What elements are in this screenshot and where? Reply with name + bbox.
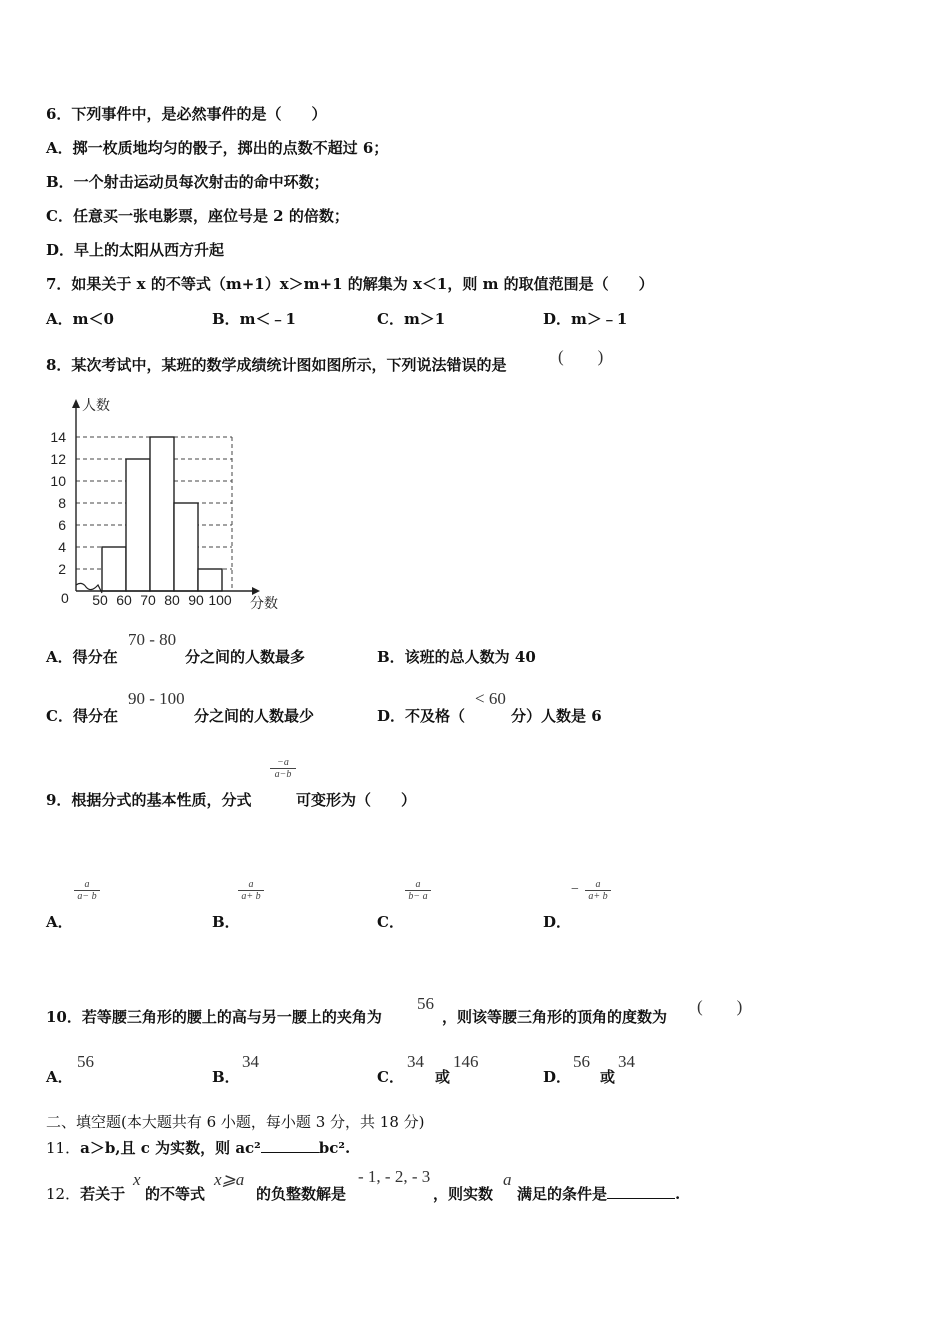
q8-c-math: 90 - 100 (128, 689, 185, 708)
q7-option-c: C．m＞1 (377, 310, 446, 328)
q9-a-num: a (74, 879, 100, 891)
q10-stem-pre: 10．若等腰三角形的腰上的高与另一腰上的夹角为 (46, 1008, 382, 1026)
q10-d-math2: 34 (618, 1052, 635, 1071)
q9-stem-pre: 9．根据分式的基本性质，分式 (46, 791, 252, 809)
q10-option-c-label: C． (377, 1068, 404, 1086)
bar-50-60 (102, 547, 126, 591)
q12-answer-blank[interactable] (607, 1198, 675, 1199)
y-tick-8: 8 (58, 495, 66, 511)
q8-option-d (377, 705, 465, 726)
bar-90-100 (198, 569, 222, 591)
q10-a-math: 56 (77, 1052, 94, 1071)
q7-stem: 7．如果关于 x 的不等式（m+1）x＞m+1 的解集为 x＜1，则 m 的取值范围是（ ） (46, 275, 654, 293)
y-tick-6: 6 (58, 517, 66, 533)
q9-stem-frac-num: −a (270, 757, 296, 769)
q11-answer-blank[interactable] (261, 1152, 319, 1153)
q7-option-d: D．m＞﹣1 (543, 310, 628, 328)
q6-option-b: B．一个射击运动员每次射击的命中环数； (46, 173, 329, 191)
q9-option-a-label: A． (46, 913, 73, 931)
q12-line (46, 1183, 125, 1204)
q9-option-b-fraction (238, 879, 264, 902)
q10-stem-math: 56 (417, 994, 434, 1013)
x-tick-50: 50 (92, 592, 108, 608)
y-tick-2: 2 (58, 561, 66, 577)
q12-tail (517, 1183, 680, 1204)
q12-math-a: a (503, 1170, 512, 1189)
q6-stem: 6．下列事件中，是必然事件的是（ ） (46, 105, 327, 123)
q12-t4: ，则实数 (433, 1185, 494, 1203)
bar-60-70 (126, 459, 150, 591)
q9-d-sign: − (571, 882, 579, 897)
q8-stem: 8．某次考试中，某班的数学成绩统计图如图所示，下列说法错误的是 (46, 356, 507, 374)
q6-option-d: D．早上的太阳从西方升起 (46, 241, 225, 259)
q10-stem-post: ，则该等腰三角形的顶角的度数为 (442, 1008, 668, 1026)
q7-option-a: A．m＜0 (46, 310, 114, 328)
q8-paren: ( ) (558, 347, 604, 366)
q12-math-ineq: x⩾a (214, 1170, 245, 1189)
y-axis-arrow (72, 399, 80, 408)
q10-c-math1: 34 (407, 1052, 424, 1071)
q8-c-post: 分之间的人数最少 (194, 707, 315, 725)
x-tick-70: 70 (140, 592, 156, 608)
q8-d-math: < 60 (475, 689, 506, 708)
q9-option-c-label: C． (377, 913, 404, 931)
q12-t3: 的负整数解是 (256, 1185, 347, 1203)
q9-option-c-fraction (405, 879, 431, 902)
q12-t2: 的不等式 (145, 1185, 206, 1203)
q10-paren: ( ) (697, 997, 743, 1016)
q9-c-num: a (405, 879, 431, 891)
q9-stem-post: 可变形为（ ） (296, 791, 417, 809)
q11-post: bc². (318, 1139, 351, 1157)
x-tick-60: 60 (116, 592, 132, 608)
chart-xlabel: 分数 (250, 595, 278, 611)
q11-pre: a＞b,且 c 为实数，则 ac² (80, 1139, 261, 1157)
q9-b-num: a (238, 879, 264, 891)
q8-d-post: 分）人数是 6 (511, 707, 602, 725)
q8-c-pre: C．得分在 (46, 707, 118, 725)
x-tick-100: 100 (208, 592, 232, 608)
bar-80-90 (174, 503, 198, 591)
x-tick-80: 80 (164, 592, 180, 608)
q9-option-a-fraction (74, 879, 100, 902)
q6-option-c: C．任意买一张电影票，座位号是 2 的倍数； (46, 207, 349, 225)
chart-ylabel: 人数 (82, 397, 110, 413)
q9-a-den: a− b (77, 891, 97, 902)
q12-t1: 若关于 (80, 1185, 126, 1203)
x-axis-arrow (252, 587, 260, 595)
q10-c-or: 或 (435, 1068, 451, 1086)
q8-option-a (46, 646, 118, 667)
q10-option-d-label: D． (543, 1068, 572, 1086)
q12-math-x: x (133, 1170, 141, 1189)
bar-70-80 (150, 437, 174, 591)
section2-heading: 二、填空题(本大题共有 6 小题，每小题 3 分，共 18 分) (46, 1113, 425, 1131)
q10-option-a-label: A． (46, 1068, 73, 1086)
histogram-chart (40, 392, 300, 622)
q11-number: 11． (46, 1139, 81, 1157)
q8-d-pre: D．不及格（ (377, 707, 466, 725)
chart-bars (102, 437, 222, 591)
q10-d-math1: 56 (573, 1052, 590, 1071)
q11-line (46, 1137, 350, 1158)
q8-a-pre: A．得分在 (46, 648, 118, 666)
x-tick-90: 90 (188, 592, 204, 608)
y-tick-10: 10 (50, 473, 66, 489)
q12-number: 12． (46, 1185, 81, 1203)
q9-d-den: a+ b (588, 891, 608, 902)
q12-end: . (675, 1185, 681, 1203)
q12-t5: 满足的条件是 (517, 1185, 608, 1203)
q8-option-c (46, 705, 118, 726)
y-tick-14: 14 (50, 429, 66, 445)
q8-a-post: 分之间的人数最多 (185, 648, 306, 666)
q9-stem-frac-den: a−b (274, 769, 292, 780)
q10-d-or: 或 (600, 1068, 616, 1086)
q9-b-den: a+ b (241, 891, 261, 902)
q6-option-a: A．掷一枚质地均匀的骰子，掷出的点数不超过 6； (46, 139, 389, 157)
q9-option-d-fraction (585, 879, 611, 902)
y-tick-12: 12 (50, 451, 66, 467)
q9-stem-fraction (270, 757, 296, 780)
y-tick-4: 4 (58, 539, 66, 555)
q9-option-d-label: D． (543, 913, 572, 931)
q10-c-math2: 146 (453, 1052, 479, 1071)
q9-option-b-label: B． (212, 913, 240, 931)
q10-option-b-label: B． (212, 1068, 240, 1086)
q8-a-math: 70 - 80 (128, 630, 177, 649)
q12-math-solutions: - 1, - 2, - 3 (358, 1167, 431, 1186)
q8-option-b: B．该班的总人数为 40 (377, 648, 536, 666)
q9-d-num: a (585, 879, 611, 891)
chart-origin: 0 (61, 590, 69, 606)
q7-option-b: B．m＜﹣1 (212, 310, 296, 328)
q10-b-math: 34 (242, 1052, 259, 1071)
q9-c-den: b− a (408, 891, 428, 902)
